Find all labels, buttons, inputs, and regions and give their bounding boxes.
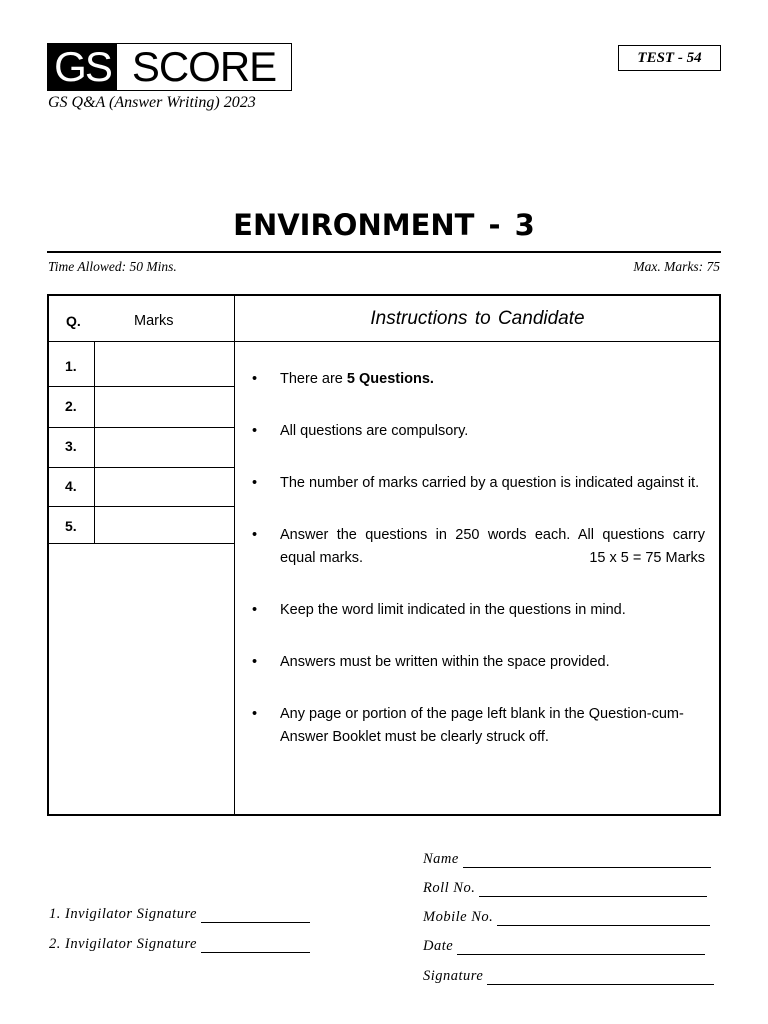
signature-line[interactable] <box>201 910 310 923</box>
instruction-item <box>249 524 705 570</box>
row-divider <box>49 386 234 387</box>
signature-label: Signature <box>423 968 484 984</box>
q-column-divider <box>94 341 95 543</box>
invigilator-1-signature[interactable] <box>49 906 310 923</box>
row-divider <box>49 427 234 428</box>
column-divider <box>234 296 235 814</box>
date-field[interactable] <box>423 938 705 955</box>
question-number: 4. <box>65 478 77 494</box>
row-divider <box>49 543 234 544</box>
logo-score: SCORE <box>131 43 277 90</box>
name-field[interactable] <box>423 851 711 868</box>
marks-formula: 15 x 5 = 75 Marks <box>589 550 705 566</box>
mobile-no-line[interactable] <box>497 913 710 926</box>
instruction-item: • The number of marks carried by a question is indicated against it. <box>249 472 705 495</box>
invigilator-2-signature[interactable] <box>49 936 310 953</box>
date-line[interactable] <box>457 942 705 955</box>
header-divider <box>49 341 719 342</box>
instruction-item: • Any page or portion of the page left blank in the Question-cum-Answer Booklet must be clearly struck off. <box>249 703 705 749</box>
roll-no-label: Roll No. <box>423 880 476 896</box>
col-q-header: Q. <box>66 313 81 329</box>
mobile-no-field[interactable] <box>423 909 710 926</box>
question-number: 5. <box>65 518 77 534</box>
question-number: 2. <box>65 398 77 414</box>
mobile-no-label: Mobile No. <box>423 909 494 925</box>
instructions-heading: Instructions to Candidate <box>370 307 585 329</box>
roll-no-field[interactable] <box>423 880 707 897</box>
row-divider <box>49 506 234 507</box>
time-allowed: Time Allowed: 50 Mins. <box>48 259 177 274</box>
row-divider <box>49 467 234 468</box>
date-label: Date <box>423 938 454 954</box>
instruction-text: Answer the questions in 250 words each. All questions carry equal marks. <box>280 527 705 566</box>
name-label: Name <box>423 851 459 867</box>
instruction-item: • Answers must be written within the space provided. <box>249 651 705 674</box>
invigilator-2-label: 2. Invigilator Signature <box>49 936 197 952</box>
gs-score-logo <box>47 43 292 91</box>
max-marks: Max. Marks: 75 <box>633 259 720 274</box>
instruction-emphasis: 5 Questions. <box>346 371 434 387</box>
name-line[interactable] <box>463 855 711 868</box>
title-rule <box>47 251 721 253</box>
invigilator-1-label: 1. Invigilator Signature <box>49 906 197 922</box>
question-number: 3. <box>65 438 77 454</box>
page-title: ENVIRONMENT - 3 <box>233 208 535 242</box>
signature-line[interactable] <box>487 972 714 985</box>
marks-instructions-box <box>47 294 721 816</box>
instructions-list <box>249 368 705 778</box>
roll-no-line[interactable] <box>479 884 707 897</box>
signature-line[interactable] <box>201 940 310 953</box>
logo-gs: GS <box>48 44 117 90</box>
instruction-text: There are <box>280 371 347 387</box>
instruction-item <box>249 368 705 391</box>
col-marks-header: Marks <box>134 313 174 329</box>
instruction-item: • All questions are compulsory. <box>249 420 705 443</box>
tagline: GS Q&A (Answer Writing) 2023 <box>48 94 256 111</box>
question-number: 1. <box>65 358 77 374</box>
signature-field[interactable] <box>423 968 714 985</box>
instruction-item: • Keep the word limit indicated in the questions in mind. <box>249 599 705 622</box>
test-number-badge: TEST - 54 <box>618 45 721 71</box>
